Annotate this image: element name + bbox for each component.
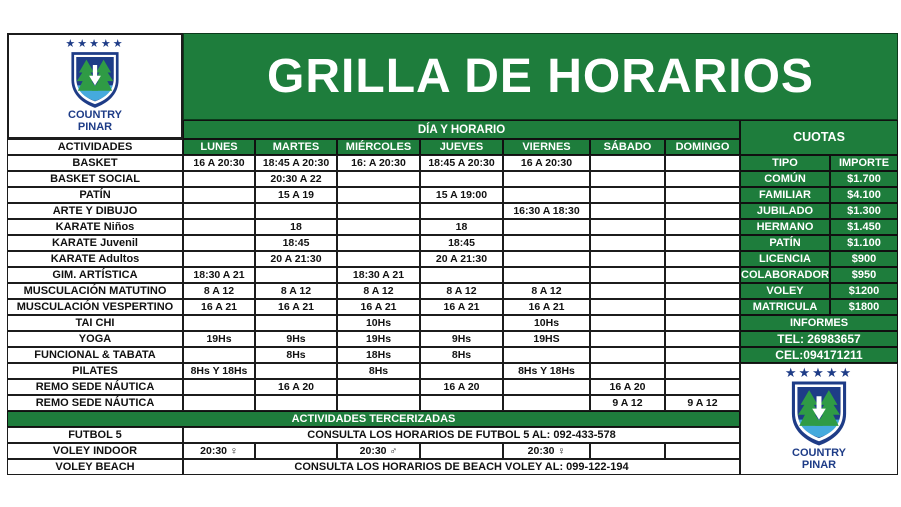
schedule-cell (590, 219, 665, 235)
cel-info: CEL:094171211 (740, 347, 898, 363)
cuota-tipo: PATÍN (740, 235, 830, 251)
schedule-cell (337, 171, 420, 187)
schedule-cell (665, 155, 740, 171)
tipo-column-header: TIPO (740, 155, 830, 171)
schedule-cell: 8Hs (420, 347, 503, 363)
schedule-cell: 16: A 20:30 (337, 155, 420, 171)
schedule-cell: 19Hs (337, 331, 420, 347)
day-header: MARTES (255, 139, 337, 155)
schedule-cell: 16 A 20 (255, 379, 337, 395)
page-title: GRILLA DE HORARIOS (183, 33, 898, 120)
schedule-cell (590, 315, 665, 331)
activity-label: FUNCIONAL & TABATA (7, 347, 183, 363)
schedule-cell (183, 251, 255, 267)
schedule-cell: 8 A 12 (503, 283, 590, 299)
schedule-cell (183, 379, 255, 395)
schedule-cell (590, 251, 665, 267)
country-pinar-logo (65, 39, 124, 133)
activity-label: PATÍN (7, 187, 183, 203)
schedule-cell (665, 171, 740, 187)
schedule-cell (255, 267, 337, 283)
schedule-cell (590, 267, 665, 283)
schedule-cell: 8 A 12 (255, 283, 337, 299)
schedule-cell (503, 171, 590, 187)
activities-column-header: ACTIVIDADES (7, 139, 183, 155)
shield-icon (788, 379, 850, 448)
schedule-cell (665, 443, 740, 459)
schedule-cell: 18:30 A 21 (183, 267, 255, 283)
cuota-importe: $1.100 (830, 235, 898, 251)
cuota-tipo: COMÚN (740, 171, 830, 187)
schedule-cell (665, 347, 740, 363)
cuota-tipo: FAMILIAR (740, 187, 830, 203)
activity-label: REMO SEDE NÁUTICA (7, 395, 183, 411)
schedule-cell: 20:30 ♂ (337, 443, 420, 459)
schedule-cell: 9 A 12 (665, 395, 740, 411)
schedule-cell (420, 171, 503, 187)
schedule-cell: 18:30 A 21 (337, 267, 420, 283)
cuota-importe: $1.450 (830, 219, 898, 235)
schedule-cell: 18 (255, 219, 337, 235)
day-header: LUNES (183, 139, 255, 155)
schedule-cell: 8Hs Y 18Hs (503, 363, 590, 379)
activity-label: KARATE Niños (7, 219, 183, 235)
importe-column-header: IMPORTE (830, 155, 898, 171)
schedule-cell: 10Hs (503, 315, 590, 331)
schedule-cell (590, 171, 665, 187)
brand-name-line1: COUNTRY (68, 108, 122, 121)
cuota-tipo: VOLEY (740, 283, 830, 299)
schedule-cell (183, 315, 255, 331)
schedule-table (7, 139, 740, 475)
schedule-cell: 16 A 20 (420, 379, 503, 395)
cuota-importe: $950 (830, 267, 898, 283)
schedule-cell (665, 331, 740, 347)
schedule-cell (255, 203, 337, 219)
cuotas-panel (740, 120, 898, 475)
country-pinar-logo (785, 366, 853, 471)
schedule-cell: 20:30 A 22 (255, 171, 337, 187)
cuota-importe: $4.100 (830, 187, 898, 203)
schedule-cell (590, 331, 665, 347)
cuota-importe: $1200 (830, 283, 898, 299)
logo-cell-top (7, 33, 183, 139)
day-header: SÁBADO (590, 139, 665, 155)
schedule-cell (665, 235, 740, 251)
schedule-cell (183, 171, 255, 187)
activity-label: MUSCULACIÓN MATUTINO (7, 283, 183, 299)
schedule-cell (503, 251, 590, 267)
schedule-cell: 8Hs (337, 363, 420, 379)
activity-label: FUTBOL 5 (7, 427, 183, 443)
schedule-cell (337, 187, 420, 203)
activity-label: MUSCULACIÓN VESPERTINO (7, 299, 183, 315)
activity-label: BASKET (7, 155, 183, 171)
brand-name-line1: COUNTRY (792, 447, 846, 460)
schedule-cell: 19HS (503, 331, 590, 347)
schedule-cell: 18Hs (337, 347, 420, 363)
schedule-cell (665, 203, 740, 219)
schedule-cell: 18:45 A 20:30 (255, 155, 337, 171)
schedule-cell: 20 A 21:30 (420, 251, 503, 267)
activity-label: KARATE Juvenil (7, 235, 183, 251)
day-header: MIÉRCOLES (337, 139, 420, 155)
schedule-cell (503, 235, 590, 251)
schedule-cell: 16 A 21 (255, 299, 337, 315)
schedule-cell (590, 299, 665, 315)
cuota-importe: $1800 (830, 299, 898, 315)
schedule-cell (665, 379, 740, 395)
schedule-cell: 9Hs (420, 331, 503, 347)
schedule-cell (590, 363, 665, 379)
schedule-cell (665, 363, 740, 379)
schedule-cell (590, 283, 665, 299)
cuota-tipo: LICENCIA (740, 251, 830, 267)
schedule-cell (420, 315, 503, 331)
schedule-cell (665, 283, 740, 299)
schedule-cell: 15 A 19:00 (420, 187, 503, 203)
schedule-cell (665, 299, 740, 315)
schedule-cell: 20:30 ♀ (183, 443, 255, 459)
schedule-cell: 16 A 20:30 (503, 155, 590, 171)
schedule-cell (255, 363, 337, 379)
schedule-cell (503, 219, 590, 235)
schedule-cell (590, 347, 665, 363)
schedule-cell: 16 A 21 (503, 299, 590, 315)
cuota-importe: $900 (830, 251, 898, 267)
schedule-cell: 18 (420, 219, 503, 235)
schedule-cell: 20:30 ♀ (503, 443, 590, 459)
schedule-cell: 8 A 12 (183, 283, 255, 299)
schedule-cell (337, 219, 420, 235)
schedule-cell (337, 203, 420, 219)
schedule-cell: 9Hs (255, 331, 337, 347)
tel-info: TEL: 26983657 (740, 331, 898, 347)
schedule-cell (420, 443, 503, 459)
schedule-cell (183, 395, 255, 411)
schedule-cell (337, 235, 420, 251)
schedule-cell (183, 235, 255, 251)
schedule-cell (337, 379, 420, 395)
schedule-cell (503, 347, 590, 363)
schedule-cell (665, 251, 740, 267)
brand-name-line2: PINAR (77, 120, 113, 133)
schedule-cell: 10Hs (337, 315, 420, 331)
schedule-cell: 8 A 12 (420, 283, 503, 299)
schedule-cell (255, 315, 337, 331)
activity-label: VOLEY BEACH (7, 459, 183, 475)
activity-label: REMO SEDE NÁUTICA (7, 379, 183, 395)
schedule-cell (590, 187, 665, 203)
schedule-cell (420, 203, 503, 219)
day-header: DOMINGO (665, 139, 740, 155)
logo-stars: ★★★★★ (784, 365, 854, 381)
schedule-cell (590, 155, 665, 171)
activity-label: BASKET SOCIAL (7, 171, 183, 187)
cuotas-header: CUOTAS (740, 120, 898, 155)
schedule-cell (503, 395, 590, 411)
schedule-cell: 16 A 21 (337, 299, 420, 315)
logo-cell-bottom (740, 363, 898, 475)
schedule-cell (590, 203, 665, 219)
schedule-cell: 20 A 21:30 (255, 251, 337, 267)
schedule-cell: 8Hs (255, 347, 337, 363)
cuota-tipo: HERMANO (740, 219, 830, 235)
futbol5-message: CONSULTA LOS HORARIOS DE FUTBOL 5 AL: 092-433-578 (183, 427, 740, 443)
cuota-importe: $1.700 (830, 171, 898, 187)
schedule-cell (665, 315, 740, 331)
schedule-cell (183, 203, 255, 219)
schedule-cell (337, 395, 420, 411)
schedule-cell: 8Hs Y 18Hs (183, 363, 255, 379)
schedule-cell (503, 267, 590, 283)
schedule-cell (420, 395, 503, 411)
schedule-cell (590, 235, 665, 251)
schedule-cell: 19Hs (183, 331, 255, 347)
cuota-importe: $1.300 (830, 203, 898, 219)
schedule-cell: 18:45 (420, 235, 503, 251)
schedule-cell (183, 187, 255, 203)
schedule-cell (255, 443, 337, 459)
schedule-cell: 16 A 21 (183, 299, 255, 315)
shield-icon (68, 50, 122, 110)
logo-stars: ★★★★★ (65, 37, 125, 50)
schedule-cell: 16 A 20 (590, 379, 665, 395)
brand-name-line2: PINAR (801, 459, 837, 471)
schedule-cell: 18:45 A 20:30 (420, 155, 503, 171)
informes-header: INFORMES (740, 315, 898, 331)
schedule-cell: 16 A 21 (420, 299, 503, 315)
schedule-cell (337, 251, 420, 267)
activity-label: GIM. ARTÍSTICA (7, 267, 183, 283)
day-header: VIERNES (503, 139, 590, 155)
schedule-cell (255, 395, 337, 411)
schedule-cell (183, 347, 255, 363)
schedule-cell: 15 A 19 (255, 187, 337, 203)
schedule-cell: 9 A 12 (590, 395, 665, 411)
schedule-cell (420, 267, 503, 283)
schedule-cell (420, 363, 503, 379)
activity-label: ARTE Y DIBUJO (7, 203, 183, 219)
cuota-tipo: MATRICULA (740, 299, 830, 315)
schedule-cell (503, 379, 590, 395)
voleybeach-message: CONSULTA LOS HORARIOS DE BEACH VOLEY AL: 099-122-194 (183, 459, 740, 475)
schedule-cell (665, 219, 740, 235)
schedule-cell (503, 187, 590, 203)
day-header: JUEVES (420, 139, 503, 155)
dia-y-horario-header: DÍA Y HORARIO (183, 120, 740, 139)
schedule-cell (665, 187, 740, 203)
schedule-cell: 16 A 20:30 (183, 155, 255, 171)
schedule-cell: 8 A 12 (337, 283, 420, 299)
activity-label: TAI CHI (7, 315, 183, 331)
schedule-cell: 16:30 A 18:30 (503, 203, 590, 219)
activity-label: PILATES (7, 363, 183, 379)
activity-label: VOLEY INDOOR (7, 443, 183, 459)
activity-label: KARATE Adultos (7, 251, 183, 267)
cuota-tipo: COLABORADOR (740, 267, 830, 283)
activity-label: YOGA (7, 331, 183, 347)
schedule-cell (183, 219, 255, 235)
tercerizadas-header: ACTIVIDADES TERCERIZADAS (7, 411, 740, 427)
schedule-cell (590, 443, 665, 459)
cuota-tipo: JUBILADO (740, 203, 830, 219)
schedule-cell (665, 267, 740, 283)
schedule-cell: 18:45 (255, 235, 337, 251)
